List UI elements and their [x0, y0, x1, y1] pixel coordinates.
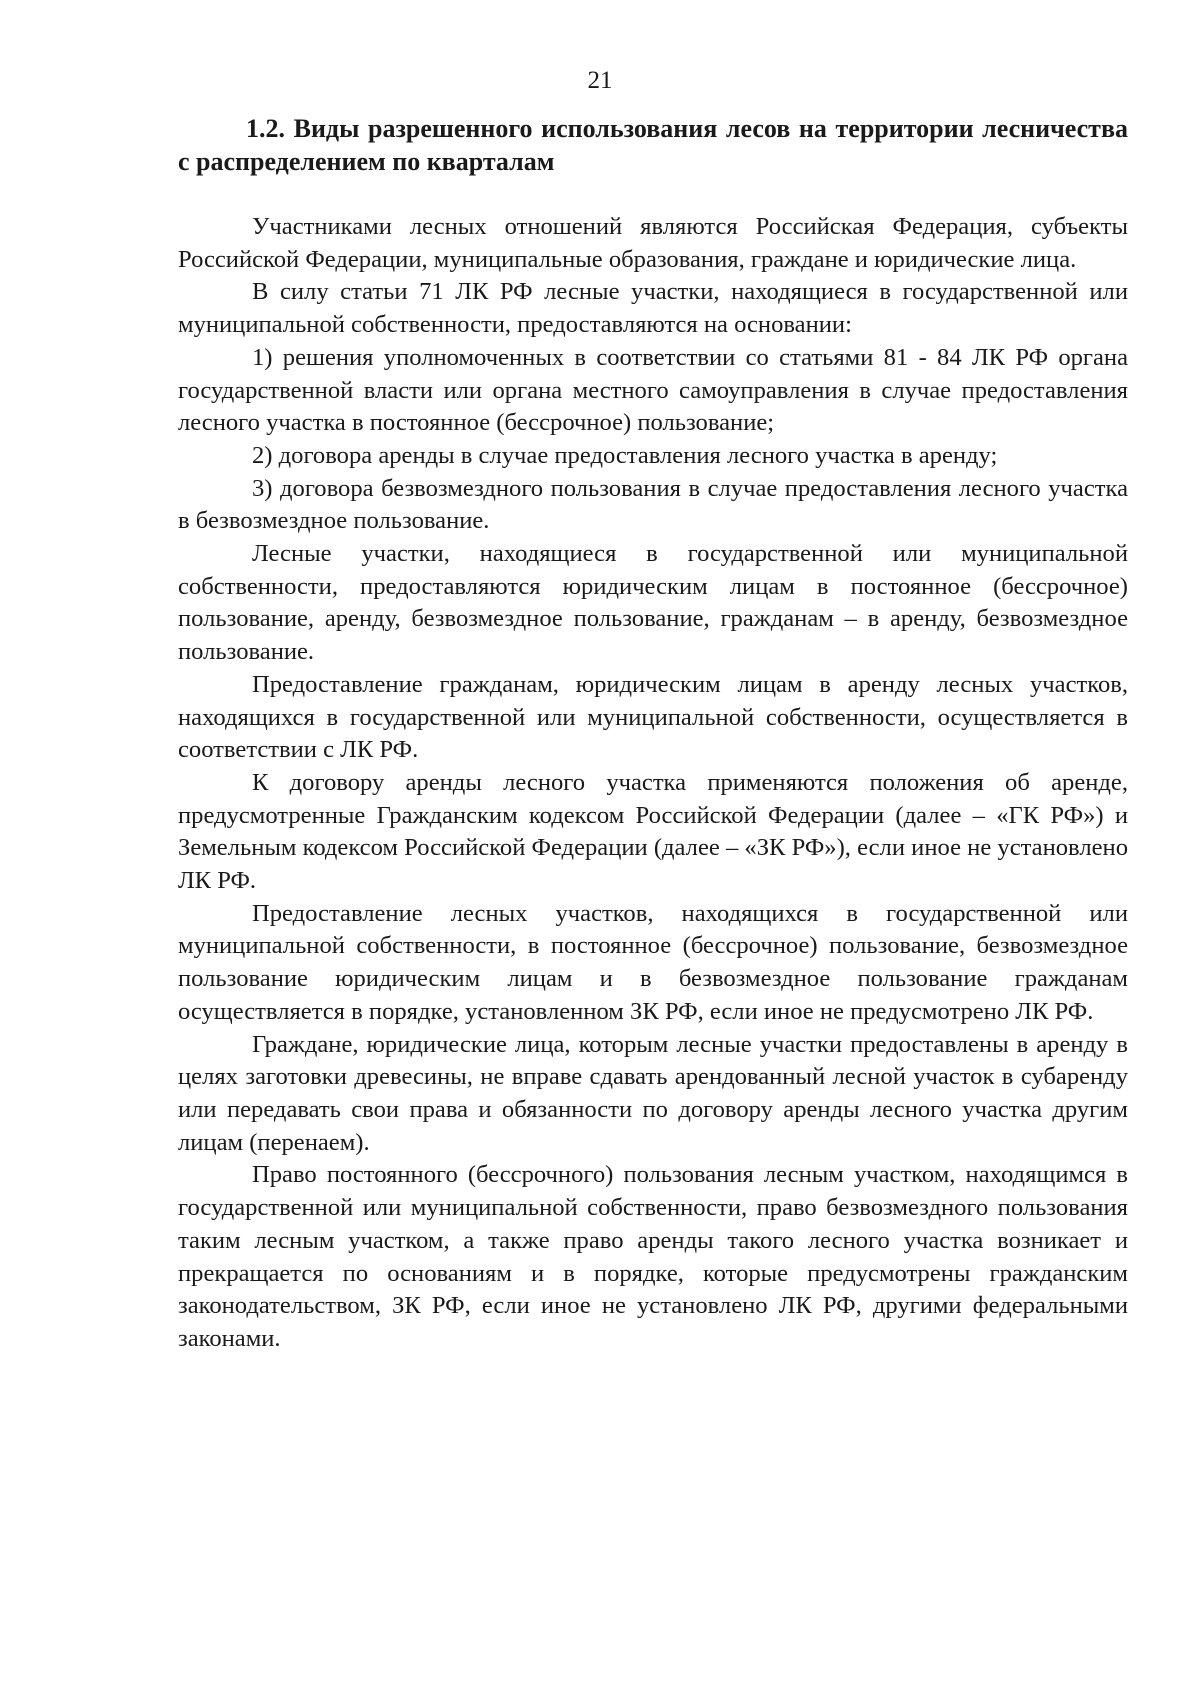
list-item-paragraph: 3) договора безвозмездного пользования в случае предоставления лесного участка в безвозмездное пользование.: [178, 474, 1128, 535]
paragraph: В силу статьи 71 ЛК РФ лесные участки, находящиеся в государственной или муниципальной собственности, предоставляются на основании:: [178, 278, 1128, 339]
section-heading: 1.2. Виды разрешенного использования лесов на территории лесничества с распределением по кварталам: [178, 114, 1128, 176]
paragraph: Участниками лесных отношений являются Российская Федерация, субъекты Российской Федерации, муниципальные образования, граждане и юридические лица.: [178, 213, 1128, 273]
paragraph: К договору аренды лесного участка применяются положения об аренде, предусмотренные Гражданским кодексом Российской Федерации (далее – «ГК РФ») и Земельным кодексом Российской Федерации (далее – «ЗК РФ»), если иное не установлено ЛК РФ.: [178, 768, 1128, 895]
paragraph: Право постоянного (бессрочного) пользования лесным участком, находящимся в государственной или муниципальной собственности, право безвозмездного пользования таким лесным участком, а также право аренды такого лесного участка возникает и прекращается по основаниям и в порядке, которые предусмотрены гражданским законодательством, ЗК РФ, если иное не установлено ЛК РФ, другими федеральными законами.: [178, 1161, 1128, 1352]
body-text: [178, 211, 1128, 1356]
page-number: 21: [587, 67, 613, 94]
paragraph: Предоставление лесных участков, находящихся в государственной или муниципальной собственности, в постоянное (бессрочное) пользование, безвозмездное пользование юридическим лицам и в безвозмездное пользование гражданам осуществляется в порядке, установленном ЗК РФ, если иное не предусмотрено ЛК РФ.: [178, 899, 1128, 1025]
list-item-paragraph: 1) решения уполномоченных в соответствии со статьями 81 - 84 ЛК РФ органа государственной власти или органа местного самоуправления в случае предоставления лесного участка в постоянное (бессрочное) пользование;: [178, 343, 1128, 437]
paragraph: Лесные участки, находящиеся в государственной или муниципальной собственности, предоставляются юридическим лицам в постоянное (бессрочное) пользование, аренду, безвозмездное пользование, гражданам – в аренду, безвозмездное пользование.: [178, 540, 1128, 666]
list-item-paragraph: 2) договора аренды в случае предоставления лесного участка в аренду;: [252, 441, 998, 469]
paragraph: Граждане, юридические лица, которым лесные участки предоставлены в аренду в целях заготовки древесины, не вправе сдавать арендованный лесной участок в субаренду или передавать свои права и обязанности по договору аренды лесного участка другим лицам (перенаем).: [178, 1030, 1128, 1156]
paragraph: Предоставление гражданам, юридическим лицам в аренду лесных участков, находящихся в государственной или муниципальной собственности, осуществляется в соответствии с ЛК РФ.: [178, 670, 1128, 764]
